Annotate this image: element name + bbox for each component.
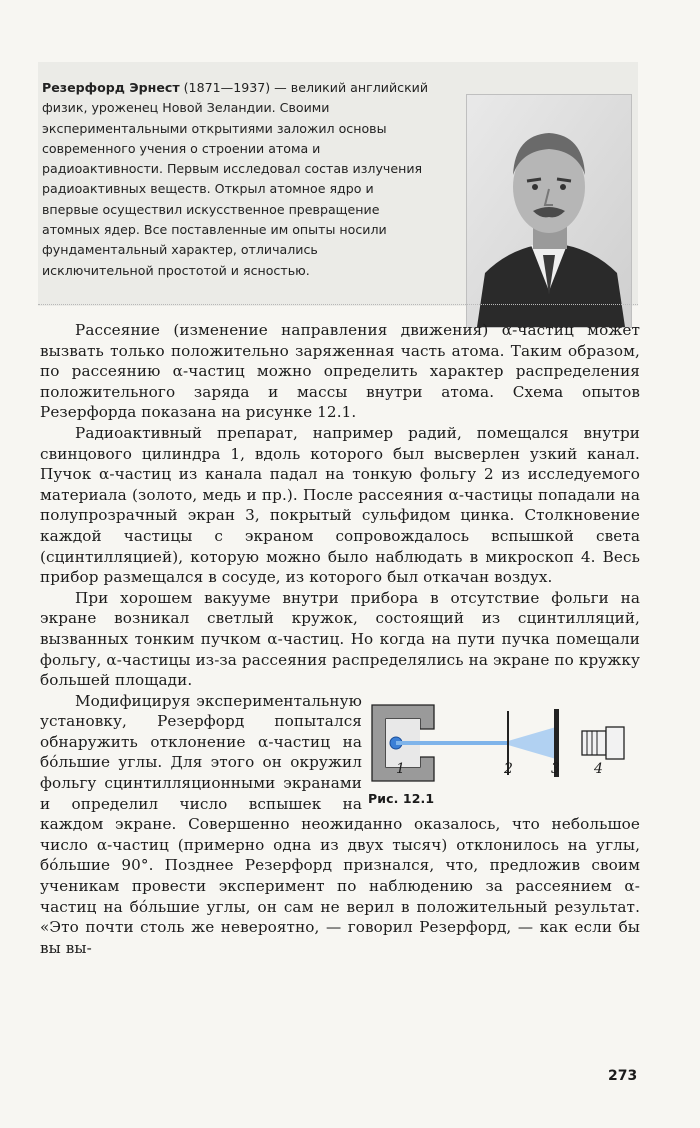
figure-label-2: 2 — [504, 760, 514, 777]
figure-label-4: 4 — [594, 760, 604, 777]
figure-label-1: 1 — [396, 760, 406, 777]
figure-label-3: 3 — [551, 760, 561, 777]
biography-years: (1871—1937) — — [179, 80, 287, 95]
paragraph-3: При хорошем вакууме внутри прибора в отсутствие фольги на экране возникал светлый кружок, состоящий из сцинтилляций, вызванных тонким пучком α-частиц. Но когда на пути пучка помещали фольгу, α-частицы из-за рассеяния распределялись на экране по кружку большей площади. — [40, 588, 640, 690]
biography-text — [42, 78, 432, 281]
biography-divider — [38, 304, 638, 305]
paragraph-4 — [40, 691, 640, 959]
biography-box — [38, 62, 638, 306]
figure-caption: Рис. 12.1 — [368, 790, 435, 806]
paragraph-4-text: Модифицируя экспериментальную установку, Резерфорд попытался обнаружить отклонение α-частиц на бóльшие углы. Для этого он окружил фольгу сцинтилляционными экранами и определил число вспышек на каждом экране. Совершенно неожиданно оказалось, что небольшое число α-частиц (примерно одна из двух тысяч) отклонилось на углы, бóльшие 90°. Позднее Резерфорд признался, что, предложив своим ученикам провести эксперимент по наблюдению за рассеянием α-частиц на бóльшие углы, он сам не верил в положительный результат. «Это почти столь же невероятно, — говорил Резерфорд, — как если бы вы вы- — [40, 691, 640, 957]
paragraph-1: Рассеяние (изменение направления движения) α-частиц может вызвать только положительно заряженная часть атома. Таким образом, по рассеянию α-частиц можно определить характер распределения положительного заряда и массы внутри атома. Схема опытов Резерфорда показана на рисунке 12.1. — [40, 321, 640, 422]
page-number: 273 — [608, 1068, 638, 1084]
biography-name: Резерфорд Эрнест — [42, 80, 180, 95]
paragraph-2: Радиоактивный препарат, например радий, помещался внутри свинцового цилиндра 1, вдоль которого был высверлен узкий канал. Пучок α-частиц из канала падал на тонкую фольгу 2 из исследуемого материала (золото, медь и пр.). После рассеяния α-частицы попадали на полупрозрачный экран 3, покрытый сульфидом цинка. Столкновение каждой частицы с экраном сопровождалось вспышкой света (сцинтилляцией), которую можно было наблюдать в микроскоп 4. Весь прибор размещался в сосуде, из которого был откачан воздух. — [40, 423, 640, 587]
biography-description: великий английский физик, уроженец Новой Зеландии. Своими экспериментальными открытиями заложил основы современного учения о строении атома и радиоактивности. Первым исследовал состав излучения радиоактивных веществ. Открыл атомное ядро и впервые осуществил искусственное превращение атомных ядер. Все поставленные им опыты носили фундаментальный характер, отличались исключительной простотой и ясностью. — [42, 80, 429, 278]
rutherford-portrait — [466, 94, 632, 328]
main-text — [40, 320, 640, 958]
figure-12-1 — [368, 697, 654, 809]
